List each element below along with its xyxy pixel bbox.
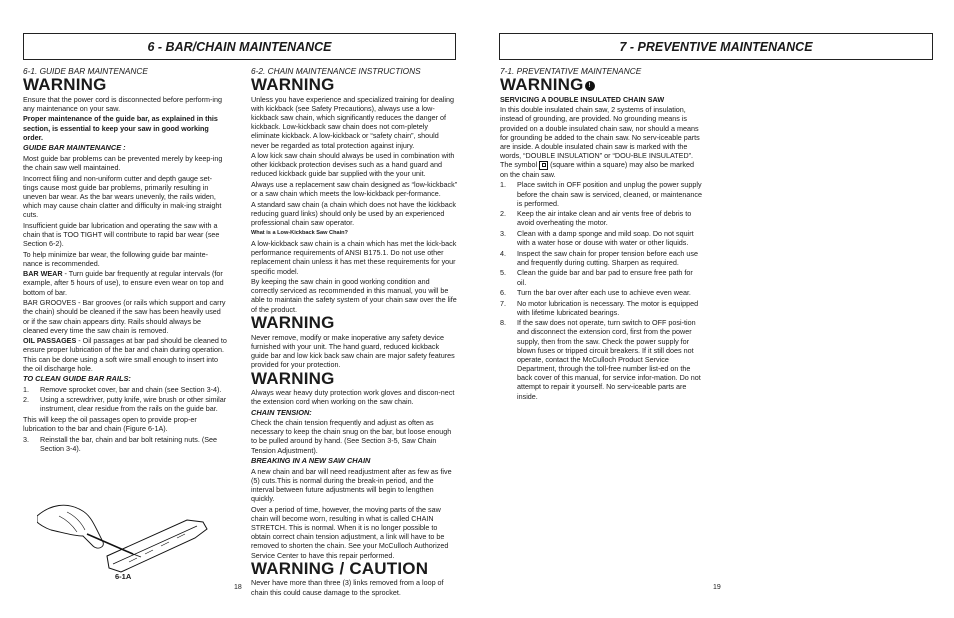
list-item [23, 435, 227, 453]
paragraph: Check the chain tension frequently and adjust as often as necessary to keep the chain snug on the bar, but loose enough to be pulled around by hand. (See Section 3-5, Saw Chain Tension Adjustment). [251, 418, 452, 455]
section-header-6: 6 - BAR/CHAIN MAINTENANCE [23, 33, 456, 60]
paragraph-part: (square within a square) may also be marked on the chain saw. [500, 160, 694, 179]
list-item [23, 395, 227, 413]
section-title-6-1: 6-1. GUIDE BAR MAINTENANCE [23, 66, 148, 76]
warning-heading: WARNING [251, 313, 335, 333]
subheading: BREAKING IN A NEW SAW CHAIN [251, 456, 371, 466]
preventive-maintenance-column [500, 67, 703, 402]
oil-passages-label: OIL PASSAGES [23, 336, 77, 346]
list-item [500, 268, 703, 286]
step-number: 1. [500, 180, 506, 190]
step-number: 1. [23, 384, 29, 394]
step-note: This will keep the oil passages open to provide prop-er lubrication to the bar and chain (Figure 6-1A). [23, 415, 197, 434]
step-text: Using a screwdriver, putty knife, wire brush or other similar instrument, clear residue from the rails on the guide bar. [40, 395, 227, 414]
double-square-icon [539, 161, 548, 170]
step-text: Reinstall the bar, chain and bar bolt retaining nuts. (See Section 3-4). [40, 434, 218, 453]
step-number: 2. [500, 209, 506, 219]
list-item [500, 318, 703, 400]
page-number: 18 [234, 584, 242, 591]
warning-heading: WARNING [500, 75, 584, 95]
section-header-7: 7 - PREVENTIVE MAINTENANCE [499, 33, 933, 60]
paragraph: Most guide bar problems can be prevented merely by keep-ing the chain saw well maintained. [23, 153, 223, 173]
right-page [477, 0, 954, 618]
paragraph-oil-passages [23, 336, 227, 373]
bar-wear-text: - Turn guide bar frequently at regular intervals (for example, after 5 hours of use), to ensure even wear on top and bottom of bar. [23, 269, 224, 297]
list-item [500, 249, 703, 267]
section-title-7-1: 7-1. PREVENTATIVE MAINTENANCE [500, 66, 642, 76]
paragraph: A new chain and bar will need readjustment after as few as five (5) cuts.This is normal during the break-in period, and the interval between future adjustments will begin to lengthen quickly. [251, 466, 452, 504]
step-number: 5. [500, 268, 506, 278]
warning-heading: WARNING [23, 75, 107, 95]
paragraph-double-insulation [500, 105, 703, 179]
warning-caution-heading: WARNING / CAUTION [251, 559, 429, 579]
warning-symbol-icon: ! [585, 81, 595, 91]
maintenance-steps-list [500, 180, 703, 400]
warning-heading-row [500, 77, 703, 93]
paragraph: A low kick saw chain should always be used in combination with other kickback protection devises such as a hand guard and reduced kickback guide bar supplied with the your unit. [251, 151, 455, 179]
step-number: 2. [23, 395, 29, 405]
subheading: GUIDE BAR MAINTENANCE : [23, 143, 126, 153]
step-text: Remove sprocket cover, bar and chain (see Section 3-4). [40, 384, 222, 394]
paragraph: By keeping the saw chain in good working condition and correctly serviced as recommended in this manual, you will be able to maintain the safety system of your chain saw over the life of the product. [251, 277, 457, 314]
list-item [500, 229, 703, 247]
paragraph: BAR GROOVES - Bar grooves (or rails which support and carry the chain) should be cleaned if the saw has been heavily used or if the saw chain appears dirty. Rails should always be cleaned every time the saw chain is removed. [23, 298, 226, 335]
guide-bar-column [23, 67, 227, 454]
hand-icon [37, 505, 103, 548]
list-item [500, 299, 703, 317]
list-item [500, 288, 703, 297]
paragraph: Over a period of time, however, the moving parts of the saw chain will become worn, resulting in what is called CHAIN STRETCH. This is normal. When it is no longer possible to obtain correct chain tension adjustment, a link will have to be removed to shorten the chain. See your McCulloch Authorized Service Center to have this repair performed. [251, 504, 449, 560]
subheading: SERVICING A DOUBLE INSULATED CHAIN SAW [500, 94, 665, 104]
paragraph: Incorrect filing and non-uniform cutter and depth gauge set-tings cause most guide bar problems, primarily resulting in uneven bar wear. As the bar wears unevenly, the rails widen, which may cause chain clatter and difficulty in mak-ing straight cuts. [23, 173, 222, 220]
bar-wear-label: BAR WEAR [23, 269, 63, 279]
paragraph: Always use a replacement saw chain designed as “low-kickback” or a saw chain which meets the low-kickback per-formance. [251, 179, 458, 199]
paragraph: Always wear heavy duty protection work gloves and discon-nect the extension cord when working on the saw chain. [251, 387, 455, 407]
paragraph: To help minimize bar wear, the following guide bar mainte-nance is recommended. [23, 249, 208, 268]
paragraph: A low-kickback saw chain is a chain which has met the kick-back performance requirements of ANSI B175.1. Do not use other replacement chain unless it has met these requirements for your specific model. [251, 239, 457, 276]
step-text: Place switch in OFF position and unplug the power supply before the chain saw is serviced, cleaned, or maintenance is performed. [517, 180, 702, 208]
subheading: CHAIN TENSION: [251, 407, 312, 417]
step-text: No motor lubrication is necessary. The motor is equipped with lifetime lubricated bearings. [517, 298, 699, 317]
paragraph: Never have more than three (3) links removed from a loop of chain this could cause damage to the sprocket. [251, 578, 444, 597]
subheading: What is a Low-Kickback Saw Chain? [251, 229, 348, 236]
paragraph: Unless you have experience and specialized training for dealing with kickback (see Safety Precautions), always use a low-kickback saw chain, which significantly reduces the danger of kickback. Low-kickback saw chain does not com-pletely eliminate kickback. A low-kickback or “safety chain”, should never be regarded as total protection against injury. [251, 94, 454, 150]
guide-bar-illustration [107, 520, 207, 572]
warning-heading: WARNING [251, 75, 335, 95]
chain-maintenance-column [251, 67, 458, 598]
guide-bar-cleaning-figure [37, 496, 213, 582]
step-number: 4. [500, 248, 506, 258]
oil-passages-text: - Oil passages at bar pad should be cleaned to ensure proper lubrication of the bar and chain during operation. This can be done using a soft wire small enough to insert into the oil discharge hole. [23, 336, 227, 373]
bar-rail-line [113, 526, 197, 564]
step-text: Clean with a damp sponge and mild soap. Do not squirt with a water hose or douse with water or other liquids. [517, 228, 694, 248]
step-number: 7. [500, 298, 506, 308]
paragraph: Never remove, modify or make inoperative any safety device furnished with your unit. The hand guard, reduced kickback guide bar and low kick back saw chain are major safety features provided for your protection. [251, 332, 455, 369]
list-item [500, 209, 703, 227]
paragraph: A standard saw chain (a chain which does not have the kickback reducing guard links) should only be used by an experienced professional chain saw operator. [251, 199, 456, 227]
step-text: Inspect the saw chain for proper tension before each use and frequently during cutting. Sharpen as required. [517, 248, 698, 267]
step-text: Turn the bar over after each use to achieve even wear. [517, 288, 691, 298]
paragraph-part: In this double insulated chain saw, 2 systems of insulation, instead of grounding, are provided. No grounding means is provided on a double insulated chain saw, nor should a means for grounding be added to the chain saw. No serv-iceable parts are inside. A double insulated chain saw is marked with the words, “DOUBLE INSULATION” or “DOU-BLE INSULATED”. The symbol [500, 105, 700, 170]
subheading: TO CLEAN GUIDE BAR RAILS: [23, 374, 131, 384]
warning-heading: WARNING [251, 368, 335, 388]
step-number: 3. [23, 434, 29, 444]
section-title-6-2: 6-2. CHAIN MAINTENANCE INSTRUCTIONS [251, 66, 421, 76]
list-item [500, 180, 703, 207]
step-number: 6. [500, 288, 506, 298]
paragraph-bar-wear [23, 269, 227, 296]
paragraph: Ensure that the power cord is disconnected before perform-ing any maintenance on your saw. [23, 94, 222, 113]
step-text: Keep the air intake clean and air vents free of debris to avoid overheating the motor. [517, 209, 692, 228]
step-number: 3. [500, 228, 506, 238]
step-number: 8. [500, 318, 506, 328]
page-number: 19 [713, 584, 721, 591]
list-item [23, 385, 227, 394]
paragraph: Insufficient guide bar lubrication and operating the saw with a chain that is TOO TIGHT will contribute to rapid bar wear (see Section 6-2). [23, 220, 220, 249]
step-text: Clean the guide bar and bar pad to ensure free path for oil. [517, 268, 693, 287]
figure-label: 6-1A [115, 572, 132, 581]
clean-steps-list [23, 385, 227, 414]
paragraph: Proper maintenance of the guide bar, as explained in this section, is essential to keep your saw in good working order. [23, 114, 218, 142]
step-text: If the saw does not operate, turn switch to OFF posi-tion and disconnect the extension cord, first from the power supply, then from the saw. Check the power supply for blown fuses or tripped circuit breakers. If it still does not operate, contact the McCulloch Product Service Department, through the toll-free number list-ed on the back cover of this manual, for service infor-mation. Do not attempt to repair it yourself. No serv-iceable parts are inside. [517, 318, 701, 401]
clean-steps-list-cont [23, 435, 227, 453]
